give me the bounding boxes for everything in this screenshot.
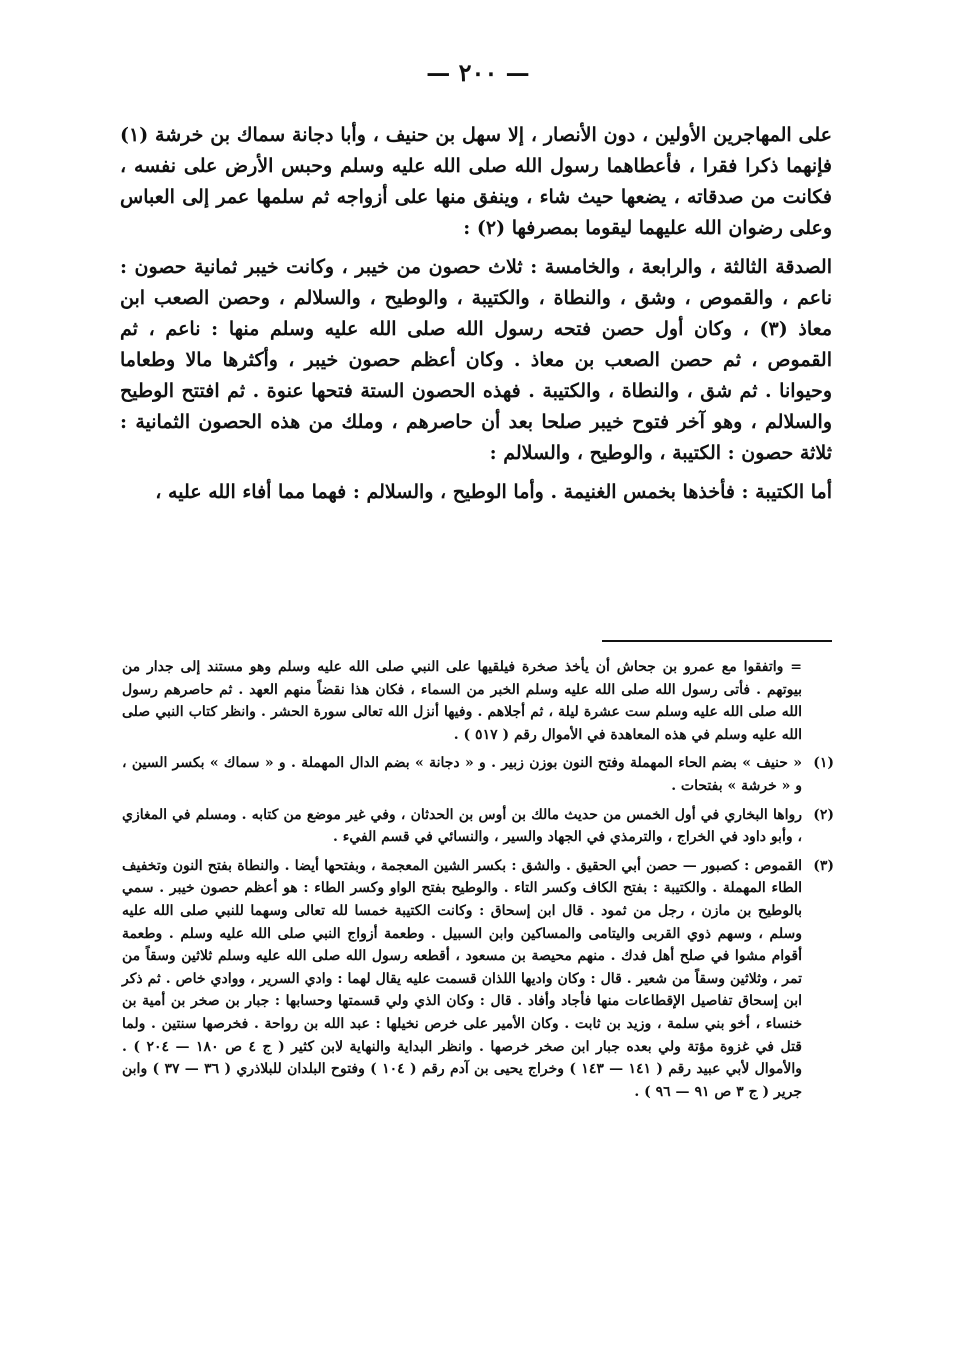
footnote-number: (٢) (813, 806, 834, 823)
footnote-number: (٣) (813, 857, 834, 874)
footnote-text: القموص : كصبور — حصن أبي الحقيق . والشق : بكسر الشين المعجمة ، وبفتحها أيضا . والنطاة بفتح النون وتخفيف الطاء المهملة . والكتيبة : بفتح الكاف وكسر التاء . والوطيح بفتح الواو وكسر الطاء : هو أعظم حصون خيبر . سمي بالوطيح بن مازن ، رجل من ثمود . قال ابن إسحاق : وكانت الكتيبة خمسا لله تعالى وسهما للنبي صلى الله عليه وسلم ، وسهم ذوي القربى واليتامى والمساكين وابن السبيل . وطعمة أزواج النبي صلى الله عليه وسلم . وطعمة أقوام مشوا في صلح أهل فدك . منهم محيصة بن مسعود ، أقطعه رسول الله صلى الله عليه وسلم ثلاثين وسقاً من تمر ، وثلاثين وسقاً من شعير . قال : وكان واديها اللذان قسمت عليه يقال لهما : وادي السرير ، ووادي خاص . ثم ذكر ابن إسحاق تفاصيل الإقطاعات منها فأجاد وأفاد . قال : وكان الذي ولي قسمتها وحسابها : جبار بن صخر بن أمية بن خنساء ، أخو بني سلمة ، وزيد بن ثابت . وكان الأمير على خرص نخيلها : عبد الله بن رواحة . فخرصها سنتين . ولما قتل في غزوة مؤتة ولي بعده جبار ابن صخر خرصها . وانظر البداية والنهاية لابن كثير ( ج ٤ ص ١٨٠ — ٢٠٤ ) . والأموال لأبي عبيد رقم ( ١٤١ — ١٤٣ ) وخراج يحيى بن آدم رقم ( ١٠٤ ) وفتوح البلدان للبلاذري ( ٣٦ — ٣٧ ) وابن جرير ( ج ٣ ص ٩١ — ٩٦ ) . (122, 857, 803, 1100)
footnote-separator (602, 640, 832, 642)
footnote (122, 752, 834, 797)
footnote-text: رواها البخاري في أول الخمس من حديث مالك بن أوس بن الحدثان ، وفي غير موضع من كتابه . ومسلم في المغازي ، وأبو داود في الخراج ، والترمذي في الجهاد والسير ، والنسائي في قسم الفيء . (122, 806, 802, 846)
footnote (122, 804, 834, 849)
footnote (122, 855, 834, 1104)
footnotes (122, 656, 834, 1109)
footnote-continuation: = واتفقوا مع عمرو بن جحاش أن يأخذ صخرة فيلقيها على النبي صلى الله عليه وسلم وهو مستند إلى جدار من بيوتهم . فأتى رسول الله صلى الله عليه وسلم الخبر من السماء ، فكان هذا نقضاً منهم العهد . ثم حاصرهم رسول الله صلى الله عليه وسلم ست عشرة ليلة ، ثم أجلاهم . وفيها أنزل الله تعالى سورة الحشر . وانظر كتاب النبي صلى الله عليه وسلم في هذه المعاهدة في الأموال رقم ( ٥١٧ ) . (122, 659, 802, 743)
footnote-number: (١) (813, 755, 834, 772)
page-number: — ٢٠٠ — (426, 58, 530, 87)
paragraph: على المهاجرين الأولين ، دون الأنصار ، إلا سهل بن حنيف ، وأبا دجانة سماك بن خرشة (١) فإنهما ذكرا فقرا ، فأعطاهما رسول الله صلى الله عليه وسلم وحبس الأرض على نفسه ، فكانت من صدقاته ، يضعها حيث شاء ، وينفق منها على أزواجه ثم سلمها عمر إلى العباس وعلى رضوان الله عليهما ليقوما بمصرفها (٢) : (120, 124, 832, 239)
main-text (120, 120, 832, 516)
paragraph: الصدقة الثالثة ، والرابعة ، والخامسة : ثلاث حصون من خيبر ، وكانت خيبر ثمانية حصون : ناعم ، والقموص ، وشق ، والنطاة ، والكتيبة ، والوطيح ، والسلالم ، وحصن الصعب ابن معاذ (٣) ، وكان أول حصن فتحه رسول الله صلى الله عليه وسلم منها : ناعم ، ثم القموص ، ثم حصن الصعب بن معاذ . وكان أعظم حصون خيبر ، وأكثرها مالا وطعاما وحيوانا . ثم شق ، والنطاة ، والكتيبة . فهذه الحصون الستة فتحها عنوة . ثم افتتح الوطيح والسلالم ، وهو آخر فتوح خيبر صلحا بعد أن حاصرهم ، وملك من هذه الحصون الثمانية : ثلاثة حصون : الكتيبة ، والوطيح ، والسلالم : (120, 256, 833, 464)
paragraph: أما الكتيبة : فأخذها بخمس الغنيمة . وأما الوطيح ، والسلالم : فهما مما أفاء الله عليه ، (155, 481, 832, 503)
footnote-text: « حنيف » بضم الحاء المهملة وفتح النون بوزن زبير . و « دجانة » بضم الدال المهملة . و « سماك » بكسر السين ، و « خرشة » بفتحات . (122, 755, 802, 794)
